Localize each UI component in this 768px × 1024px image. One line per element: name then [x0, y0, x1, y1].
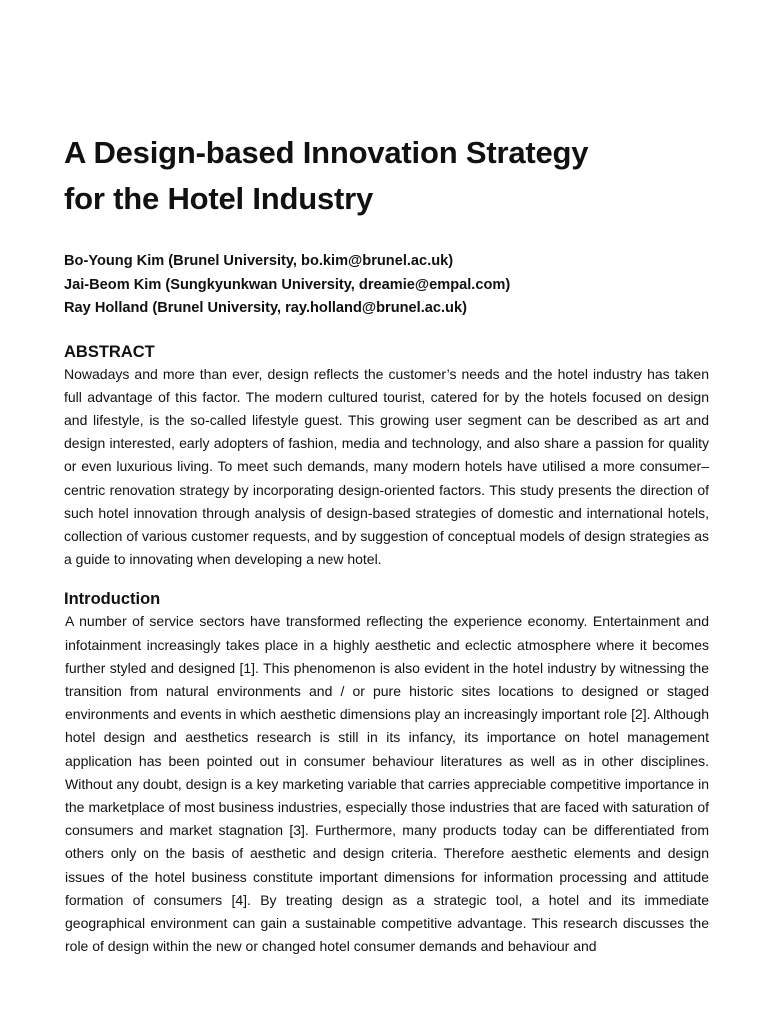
abstract-text: Nowadays and more than ever, design reflects the customer’s needs and the hotel industry has taken full advantage of this factor. The modern cultured tourist, catered for by the hotels focused on design and lifestyle, is the so-called lifestyle guest. This growing user segment can be described as art and design interested, early adopters of fashion, media and technology, and also share a passion for quality or even luxurious living. To meet such demands, many modern hotels have utilised a more consumer–centric renovation strategy by incorporating design-oriented factors. This study presents the direction of such hotel innovation through analysis of design-based strategies of domestic and international hotels, collection of various customer requests, and by suggestion of conceptual models of design strategies as a guide to innovating when developing a new hotel. [64, 365, 709, 568]
paper-page [64, 130, 709, 958]
author-1: Bo-Young Kim (Brunel University, bo.kim@brunel.ac.uk) [64, 253, 454, 269]
author-list [64, 250, 709, 321]
introduction-text: A number of service sectors have transformed reflecting the experience economy. Entertainment and infotainment increasingly takes place in a highly aesthetic and eclectic atmosphere where it becomes further styled and designed [1]. This phenomenon is also evident in the hotel industry by witnessing the transition from natural environments and / or pure historic sites locations to designed or staged environments and events in which aesthetic dimensions play an increasingly important role [2]. Although hotel design and aesthetics research is still in its infancy, its importance on hotel management application has been pointed out in consumer behaviour literatures as well as in other disciplines. Without any doubt, design is a key marketing variable that carries appreciable competitive importance in the marketplace of most business industries, especially those industries that are faced with saturation of consumers and market stagnation [3]. Furthermore, many products today can be differentiated from others only on the basis of aesthetic and design criteria. Therefore aesthetic elements and design issues of the hotel business constitute important dimensions for information processing and attitude formation of consumers [4]. By treating design as a strategic tool, a hotel and its immediate geographical environment can gain a sustainable competitive advantage. This research discusses the role of design within the new or changed hotel consumer demands and behaviour and [65, 613, 709, 955]
paper-title-line-1: A Design-based Innovation Strategy [64, 135, 589, 170]
abstract-heading: ABSTRACT [64, 342, 155, 361]
author-2: Jai-Beom Kim (Sungkyunkwan University, dreamie@empal.com) [64, 276, 511, 293]
paper-title-line-2: for the Hotel Industry [64, 181, 374, 216]
paper-title [64, 130, 709, 222]
introduction-heading: Introduction [64, 590, 161, 609]
author-3: Ray Holland (Brunel University, ray.holland@brunel.ac.uk) [64, 300, 467, 316]
